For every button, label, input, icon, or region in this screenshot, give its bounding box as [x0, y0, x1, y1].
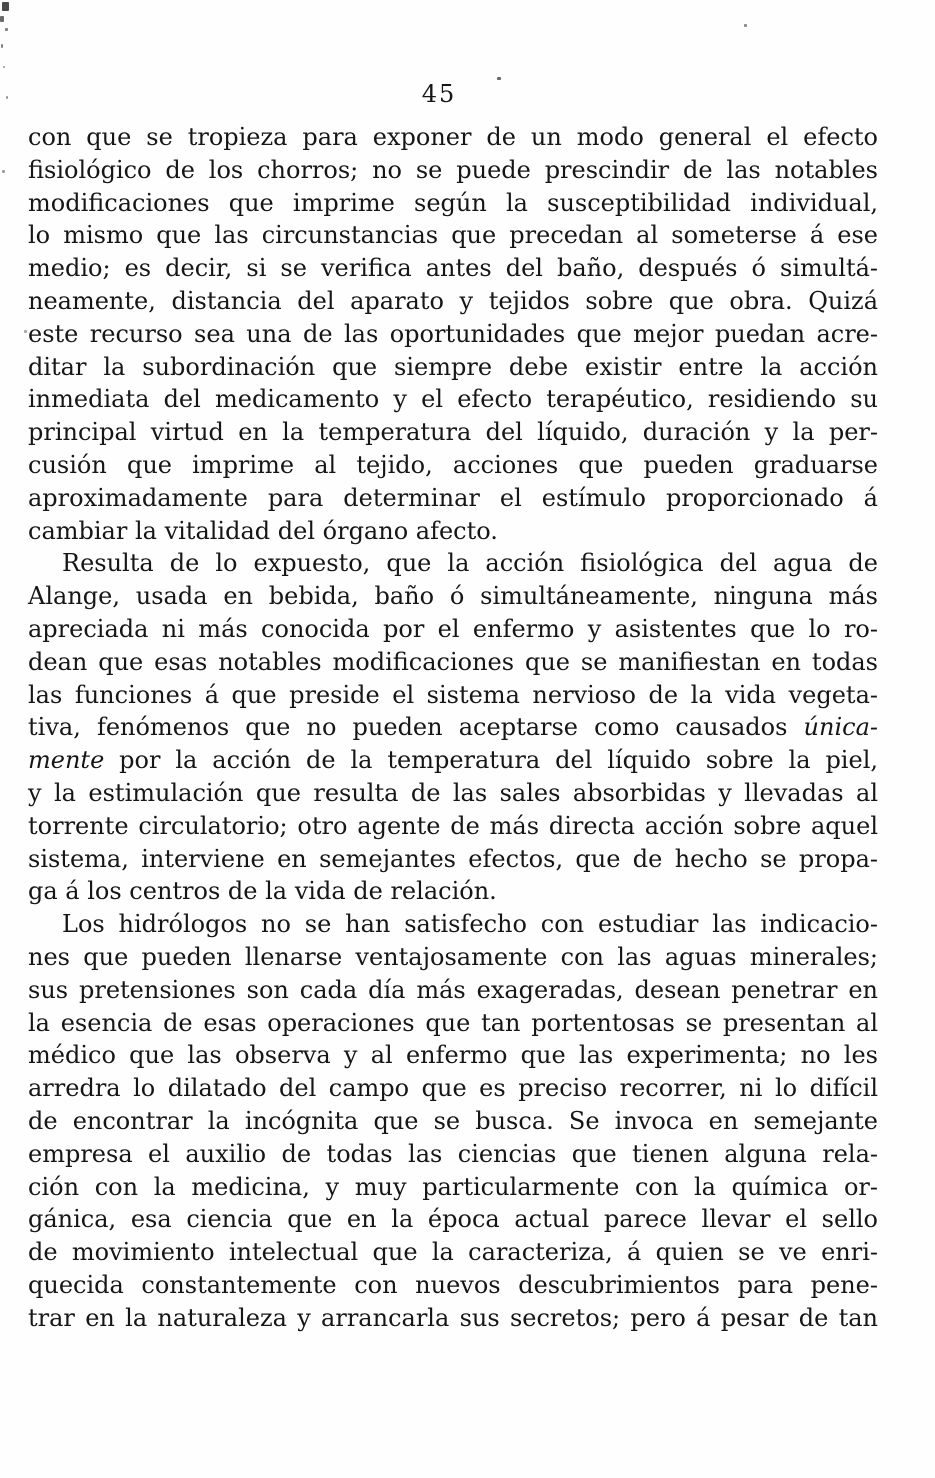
paragraph: [28, 547, 878, 908]
text-line: [28, 744, 878, 777]
text-segment: fisiológico de los chorros; no se puede prescindir de las notables: [28, 155, 878, 184]
page-number: 45: [421, 80, 457, 108]
text-line: [28, 1039, 878, 1072]
text-segment: empresa el auxilio de todas las ciencias que tienen alguna rela-: [28, 1139, 878, 1168]
scan-artifact: [2, 170, 5, 173]
text-segment: Alange, usada en bebida, baño ó simultáneamente, ninguna más: [28, 582, 878, 611]
text-line: [28, 1269, 878, 1302]
text-segment: Resulta de lo expuesto, que la acción fisiológica del agua de: [62, 549, 878, 578]
text-segment: quecida constantemente con nuevos descubrimientos para pene-: [28, 1270, 878, 1299]
text-line: [28, 449, 878, 482]
text-segment: cambiar la vitalidad del órgano afecto.: [28, 516, 498, 545]
text-segment: inmediata del medicamento y el efecto terapéutico, residiendo su: [28, 385, 878, 414]
text-segment: ción con la medicina, y muy particularmente con la química or-: [28, 1172, 878, 1201]
text-segment: de movimiento intelectual que la caracteriza, á quien se ve enri-: [28, 1238, 878, 1267]
italic-text-segment: única-: [803, 713, 878, 742]
text-segment: aproximadamente para determinar el estímulo proporcionado á: [28, 483, 878, 512]
text-segment: sus pretensiones son cada día más exageradas, desean penetrar en: [28, 975, 878, 1004]
text-segment: con que se tropieza para exponer de un modo general el efecto: [28, 123, 878, 151]
text-segment: médico que las observa y al enfermo que las experimenta; no les: [28, 1041, 878, 1070]
text-line: [28, 121, 878, 154]
text-line: [28, 1203, 878, 1236]
text-segment: modificaciones que imprime según la susceptibilidad individual,: [28, 188, 878, 217]
text-line: [28, 777, 878, 810]
text-segment: ditar la subordinación que siempre debe existir entre la acción: [28, 352, 878, 381]
scan-artifact: [0, 16, 4, 22]
text-segment: torrente circulatorio; otro agente de más directa acción sobre aquel: [28, 811, 878, 840]
text-line: [28, 154, 878, 187]
scan-artifact: [6, 96, 8, 99]
text-segment: gánica, esa ciencia que en la época actual parece llevar el sello: [28, 1205, 878, 1234]
text-segment: apreciada ni más conocida por el enfermo y asistentes que lo ro-: [28, 614, 878, 643]
text-line: [28, 613, 878, 646]
scan-artifact: [1, 44, 3, 48]
text-line: [28, 416, 878, 449]
text-block: [28, 121, 878, 1334]
text-line: [28, 547, 878, 580]
text-line: [28, 711, 878, 744]
text-line: [28, 1072, 878, 1105]
text-segment: nes que pueden llenarse ventajosamente con las aguas minerales;: [28, 942, 878, 971]
text-line: [28, 187, 878, 220]
scan-artifact: [24, 330, 27, 333]
scan-artifact: [5, 28, 8, 31]
text-line: [28, 1171, 878, 1204]
text-line: [28, 580, 878, 613]
text-line: [28, 941, 878, 974]
text-line: [28, 1236, 878, 1269]
text-line: [28, 1007, 878, 1040]
italic-text-segment: mente: [28, 746, 105, 775]
text-segment: dean que esas notables modificaciones que se manifiestan en todas: [28, 647, 878, 676]
text-segment: y la estimulación que resulta de las sales absorbidas y llevadas al: [28, 778, 878, 807]
text-segment: este recurso sea una de las oportunidades que mejor puedan acre-: [28, 319, 878, 348]
text-segment: la esencia de esas operaciones que tan portentosas se presentan al: [28, 1008, 878, 1037]
text-line: [28, 219, 878, 252]
text-line: [28, 351, 878, 384]
text-line: [28, 908, 878, 941]
text-segment: las funciones á que preside el sistema nervioso de la vida vegeta-: [28, 680, 878, 709]
text-line: [28, 646, 878, 679]
text-line: [28, 843, 878, 876]
text-line: [28, 974, 878, 1007]
text-line: [28, 285, 878, 318]
text-segment: por la acción de la temperatura del líquido sobre la piel,: [104, 746, 878, 775]
text-segment: neamente, distancia del aparato y tejidos sobre que obra. Quizá: [28, 286, 878, 315]
text-line: [28, 383, 878, 416]
text-segment: lo mismo que las circunstancias que precedan al someterse á ese: [28, 221, 878, 250]
text-segment: cusión que imprime al tejido, acciones que pueden graduarse: [28, 450, 878, 479]
text-line: [28, 1302, 878, 1335]
text-line: [28, 252, 878, 285]
text-segment: sistema, interviene en semejantes efectos, que de hecho se propa-: [28, 844, 878, 873]
text-line: [28, 810, 878, 843]
text-segment: tiva, fenómenos que no pueden aceptarse como causados: [28, 713, 804, 742]
scan-artifact: [2, 2, 9, 11]
text-line: [28, 482, 878, 515]
scan-artifact: [3, 66, 5, 68]
text-segment: principal virtud en la temperatura del líquido, duración y la per-: [28, 418, 878, 447]
text-segment: medio; es decir, si se verifica antes del baño, después ó simultá-: [28, 254, 878, 283]
text-segment: trar en la naturaleza y arrancarla sus secretos; pero á pesar de tan: [28, 1303, 878, 1332]
text-line: [28, 1138, 878, 1171]
text-line: [28, 1105, 878, 1138]
text-line: [28, 875, 878, 908]
text-line: [28, 515, 878, 548]
text-segment: Los hidrólogos no se han satisfecho con estudiar las indicacio-: [62, 910, 878, 939]
text-line: [28, 318, 878, 351]
paragraph: [28, 121, 878, 547]
text-segment: de encontrar la incógnita que se busca. Se invoca en semejante: [28, 1106, 878, 1135]
paragraph: [28, 908, 878, 1334]
text-segment: arredra lo dilatado del campo que es preciso recorrer, ni lo difícil: [28, 1074, 878, 1103]
scan-artifact: [744, 24, 747, 27]
text-line: [28, 679, 878, 712]
text-segment: ga á los centros de la vida de relación.: [28, 877, 497, 906]
